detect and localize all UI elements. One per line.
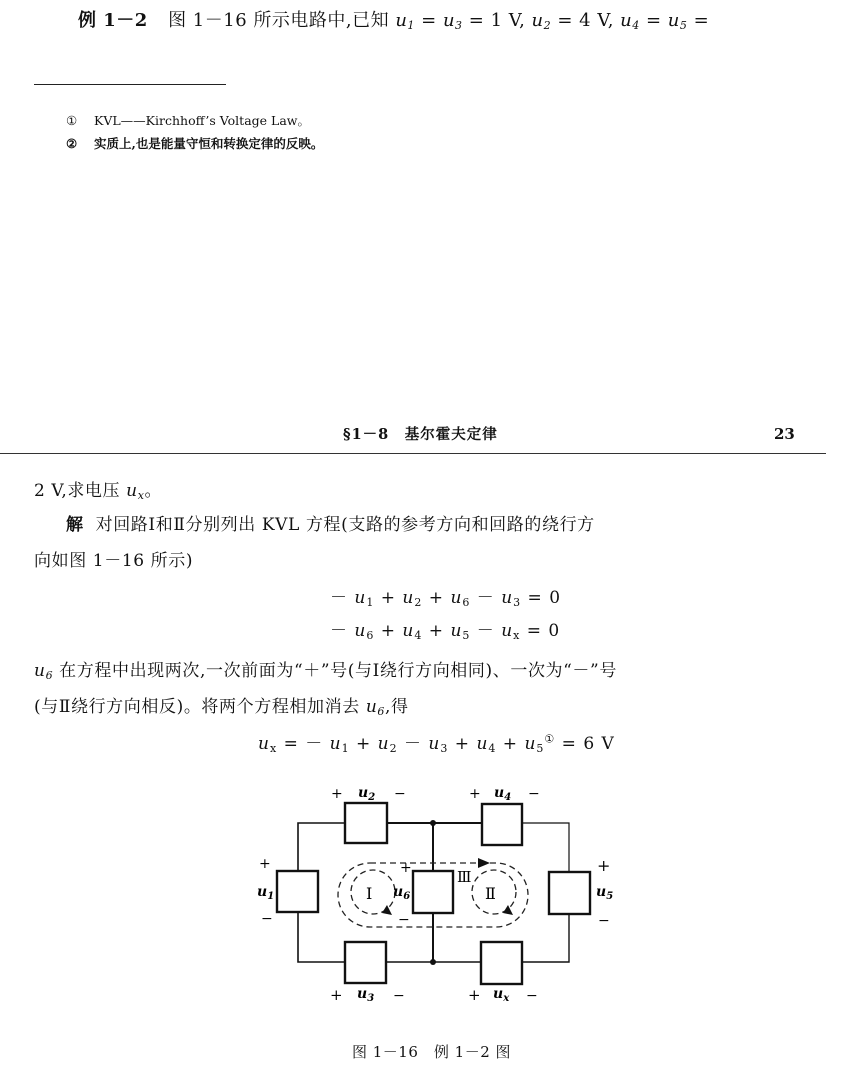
var-u2: $u_2$ (531, 10, 552, 32)
example-problem-line: 例 1－2 图 1－16 所示电路中,已知 $u_1 = u_3 = 1$ V, $u_2 = 4$ V, $u_4 = u_5$ = (78, 10, 710, 32)
explanation-line-2: (与Ⅱ绕行方向相反)。将两个方程相加消去 $u_6$,得 (34, 697, 409, 718)
footnote-text: 实质上,也是能量守恒和转换定律的反映。 (94, 136, 324, 151)
element-u3-box (345, 942, 386, 983)
footnote-mark: ① (66, 113, 78, 128)
solution-label: 解 (66, 515, 84, 535)
u2-plus-sign: + (331, 786, 343, 802)
result-equation: $u_x$ = － $u_1 + u_2 - u_3 + u_4 + u_5^① = 6$ V (258, 732, 615, 755)
u4-plus-sign: + (469, 786, 481, 802)
u3-minus-sign: − (393, 988, 405, 1004)
u4-label: $u_4$ (494, 785, 512, 803)
u5-plus-sign: + (597, 856, 611, 875)
loop-II-arrow-icon (503, 905, 513, 915)
page-number: 23 (774, 425, 795, 443)
running-header-section: §1－8 基尔霍夫定律 (343, 426, 498, 443)
footnote-ref: ① (544, 732, 556, 746)
footnote-text: KVL——Kirchhoff’s Voltage Law。 (94, 113, 310, 128)
node-top (430, 820, 436, 826)
loop-III-label: Ⅲ (457, 868, 472, 886)
continuation-line: 2 V,求电压 $u_x$。 (34, 481, 163, 502)
kvl-equation-loop-1: － $u_1 + u_2 + u_6 - u_3 = 0$ (330, 588, 562, 609)
u3-plus-sign: + (330, 986, 343, 1004)
var-u3: $u_3$ (442, 10, 463, 32)
u6-label: $u_6$ (393, 884, 411, 902)
u6-minus-sign: − (398, 912, 410, 928)
u5-minus-sign: − (598, 913, 610, 929)
explanation-line-1: $u_6$ 在方程中出现两次,一次前面为“＋”号(与Ⅰ绕行方向相同)、一次为“－”号 (34, 661, 617, 682)
u2-label: $u_2$ (358, 785, 376, 803)
ux-minus-sign: − (526, 988, 538, 1004)
u1-plus-sign: + (259, 856, 271, 872)
var-u4: $u_4$ (620, 10, 640, 32)
example-text: 图 1－16 所示电路中,已知 (168, 10, 390, 31)
u5-label: $u_5$ (596, 884, 614, 902)
ux-label: $u_x$ (493, 986, 510, 1004)
element-u4-box (482, 804, 522, 845)
u3-label: $u_3$ (357, 986, 375, 1004)
loop-I-path (351, 870, 395, 914)
loop-I-arrow-icon (382, 905, 392, 915)
var-ux: $u_x$ (126, 481, 145, 502)
solution-line-2: 向如图 1－16 所示) (34, 551, 194, 571)
loop-III-arrow-icon (478, 858, 490, 868)
element-u6-box (413, 871, 453, 913)
footnote-mark: ② (66, 136, 78, 151)
u1-minus-sign: − (261, 911, 273, 927)
u2-minus-sign: − (394, 786, 406, 802)
example-label: 例 1－2 (78, 10, 148, 31)
solution-line-1: 解 对回路Ⅰ和Ⅱ分别列出 KVL 方程(支路的参考方向和回路的绕行方 (66, 515, 595, 535)
u4-minus-sign: − (528, 786, 540, 802)
loop-I-label: Ⅰ (366, 884, 373, 903)
u1-label: $u_1$ (257, 884, 275, 902)
node-bottom (430, 959, 436, 965)
kvl-equation-loop-2: － $u_6 + u_4 + u_5 - u_x = 0$ (330, 621, 561, 642)
var-u1: $u_1$ (395, 10, 415, 32)
u6-plus-sign: + (400, 860, 412, 876)
element-u5-box (549, 872, 590, 914)
ux-plus-sign: + (468, 986, 481, 1004)
element-u1-box (277, 871, 318, 912)
element-u2-box (345, 803, 387, 843)
loop-II-label: Ⅱ (485, 884, 496, 903)
var-u5: $u_5$ (667, 10, 688, 32)
element-ux-box (481, 942, 522, 984)
figure-caption: 图 1－16 例 1－2 图 (352, 1043, 512, 1061)
